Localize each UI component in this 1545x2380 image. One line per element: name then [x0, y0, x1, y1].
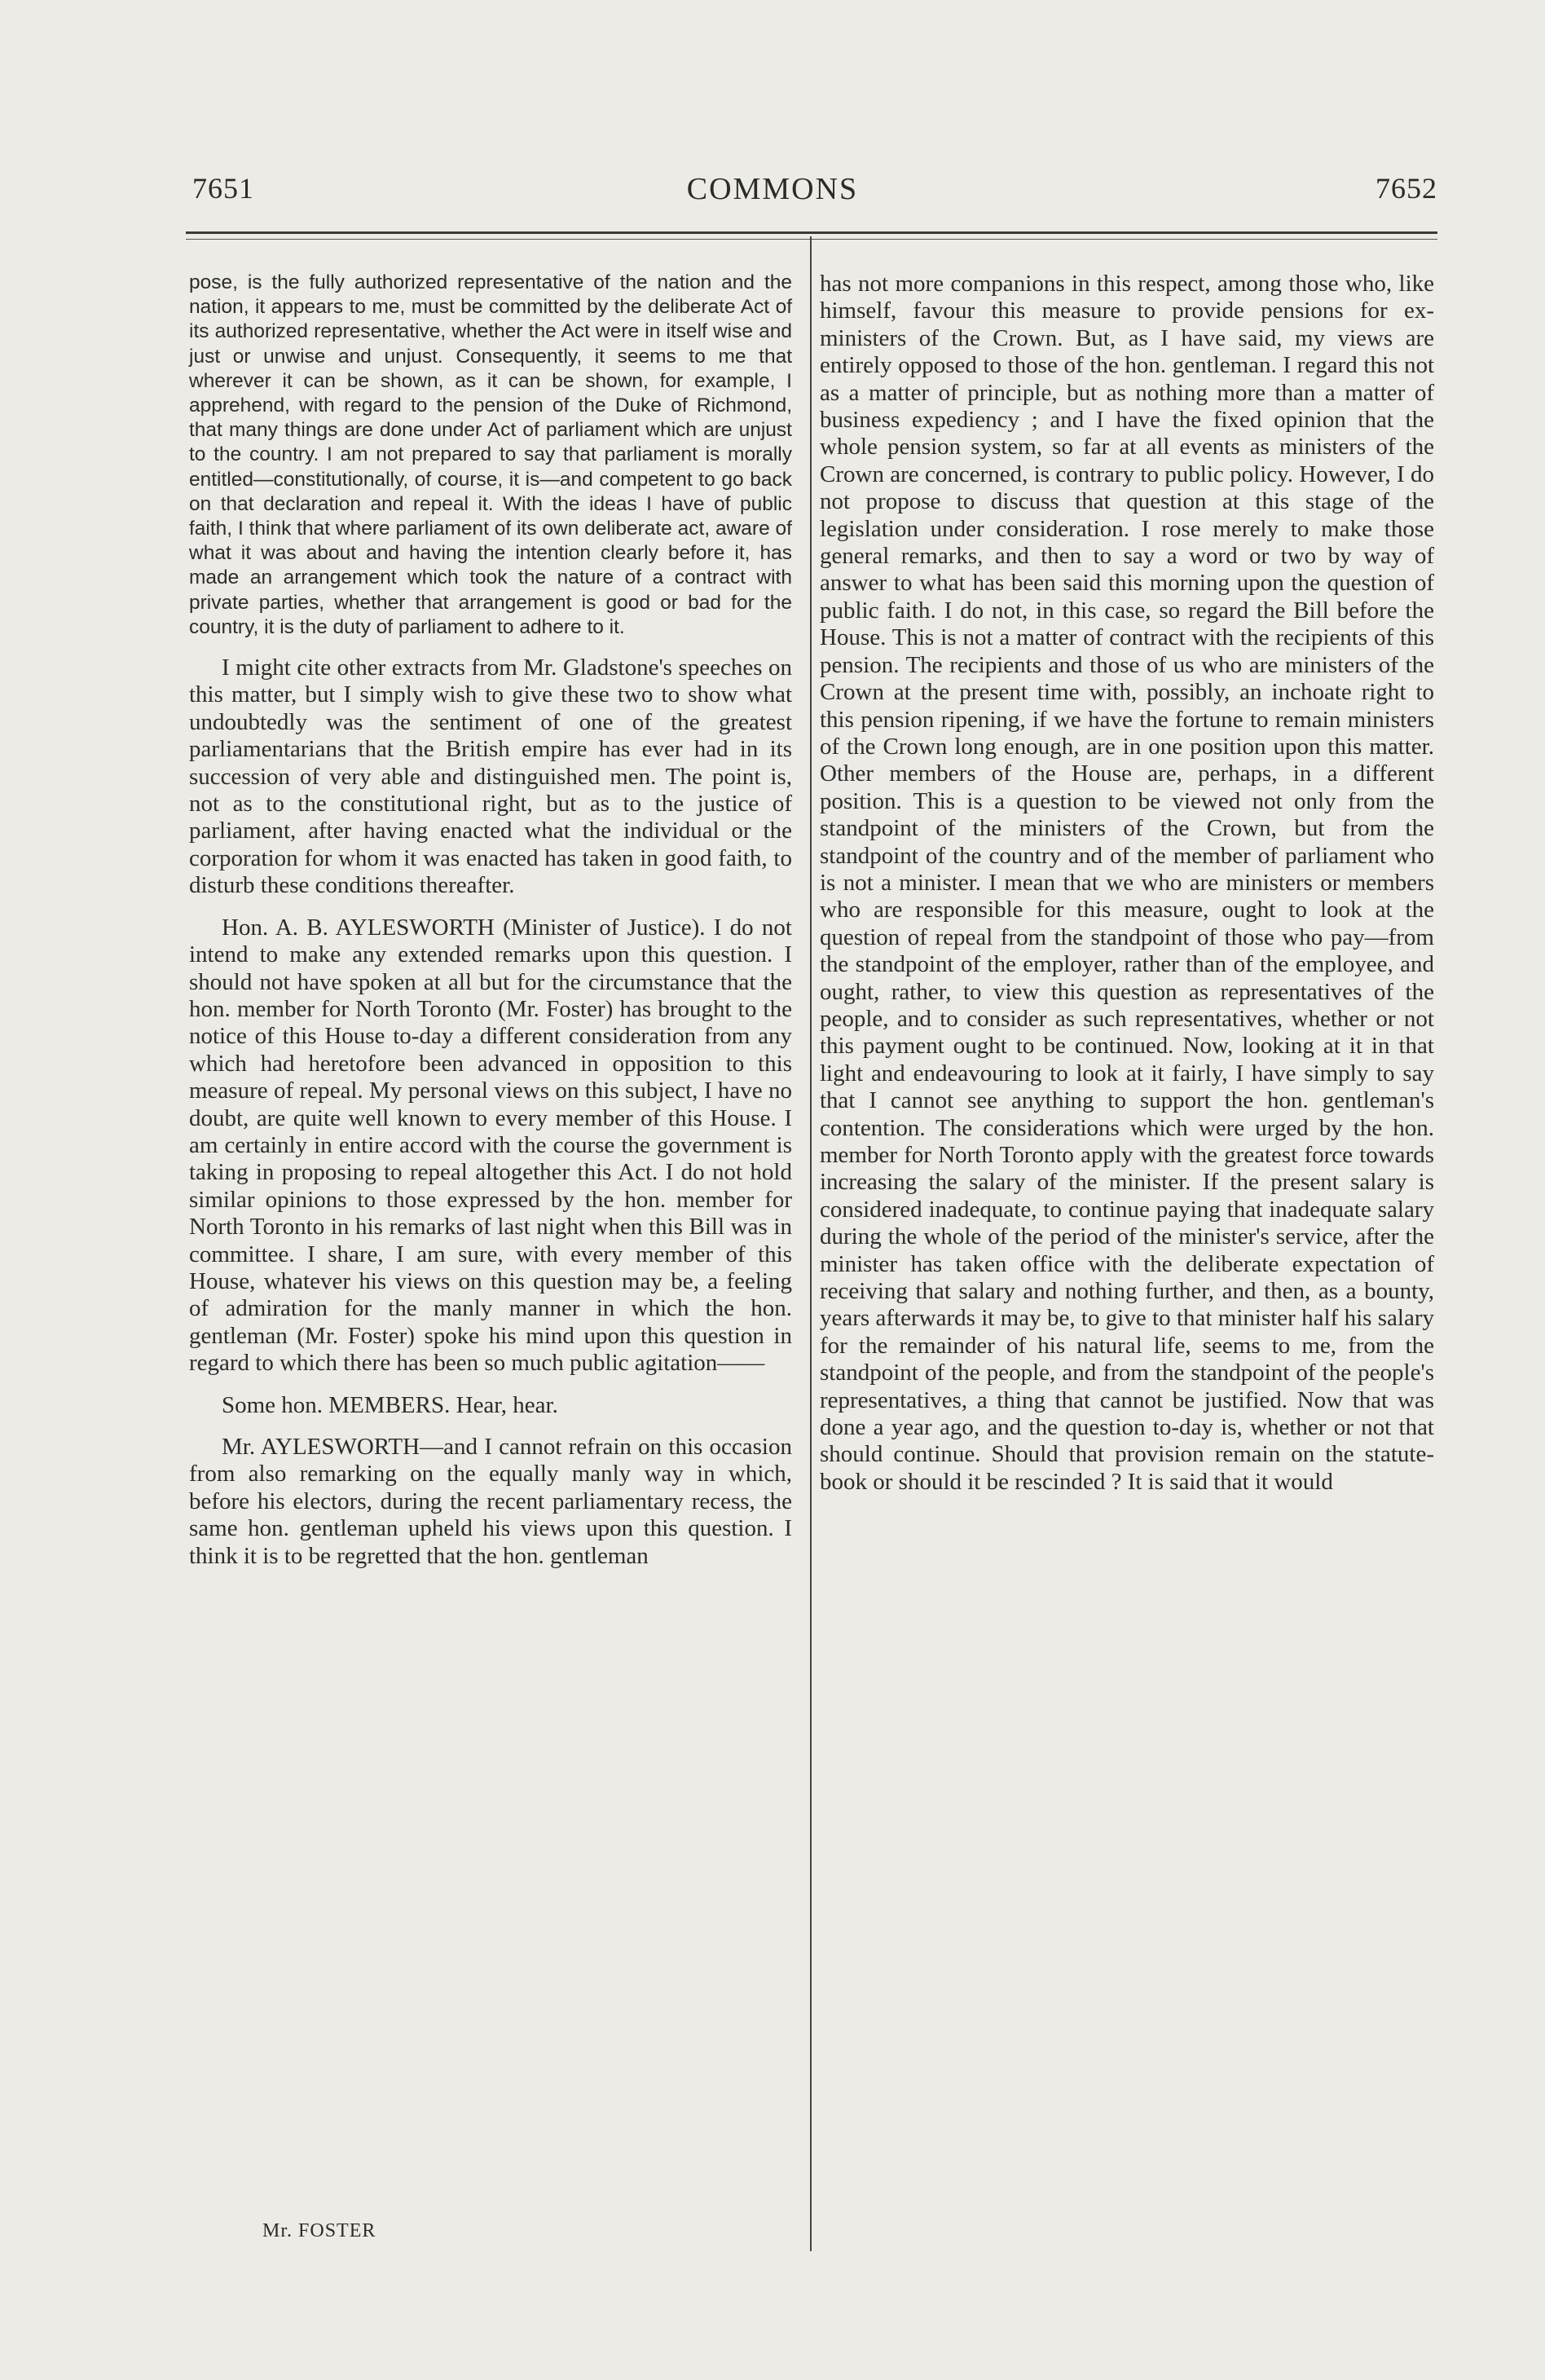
- right-column: [820, 271, 1434, 1496]
- header-rule-thin: [186, 239, 1437, 240]
- paragraph: I might cite other extracts from Mr. Gladstone's speeches on this matter, but I simply wish to give these two to show what undoubtedly was the sentiment of one of the greatest parliamentarians that the British empire has ever had in its succession of very able and distinguished men. The point is, not as to the constitutional right, but as to the justice of parliament, after having enacted what the individual or the corporation for whom it was enacted has taken in good faith, to disturb these conditions thereafter.: [189, 654, 792, 899]
- header-rule-thick: [186, 231, 1437, 234]
- interjection: Some hon. MEMBERS. Hear, hear.: [222, 1391, 558, 1418]
- page-title: COMMONS: [686, 172, 859, 206]
- page-number-left: 7651: [192, 172, 254, 205]
- speech-aylesworth: Hon. A. B. AYLESWORTH (Minister of Justice). I do not intend to make any extended remarks upon this question. I should not have spoken at all but for the circumstance that the hon. member for North Toronto (Mr. Foster) has brought to the notice of this House to-day a different consideration from any which had heretofore been advanced in opposition to this measure of repeal. My personal views on this subject, I have no doubt, are quite well known to every member of this House. I am certainly in entire accord with the course the government is taking in proposing to repeal altogether this Act. I do not hold similar opinions to those expressed by the hon. member for North Toronto in his remarks of last night when this Bill was in committee. I share, I am sure, with every member of this House, whatever his views on this question may be, a feeling of admiration for the manly manner in which the hon. gentleman (Mr. Foster) spoke his mind upon this question in regard to which there has been so much public agitation——: [189, 914, 792, 1377]
- running-footer: Mr. FOSTER: [262, 2220, 376, 2241]
- quoted-extract: pose, is the fully authorized representative of the nation and the nation, it appears to me, must be committed by the deliberate Act of its authorized representative, whether the Act were in itself wise and just or unwise and unjust. Consequently, it seems to me that wherever it can be shown, as it can be shown, for example, I apprehend, with regard to the pension of the Duke of Richmond, that many things are done under Act of parliament which are unjust to the country. I am not prepared to say that parliament is morally entitled—constitutionally, of course, it is—and competent to go back on that declaration and repeal it. With the ideas I have of public faith, I think that where parliament of its own deliberate act, aware of what it was about and having the intention clearly before it, has made an arrangement which took the nature of a contract with private parties, whether that arrangement is good or bad for the country, it is the duty of parliament to adhere to it.: [189, 271, 792, 638]
- column-divider: [810, 236, 812, 2251]
- paragraph: has not more companions in this respect, among those who, like himself, favour this measure to provide pensions for ex-ministers of the Crown. But, as I have said, my views are entirely opposed to those of the hon. gentleman. I regard this not as a matter of principle, but as nothing more than a matter of business expediency ; and I have the fixed opinion that the whole pension system, so far at all events as ministers of the Crown are concerned, is contrary to public policy. However, I do not propose to discuss that question at this stage of the legislation under consideration. I rose merely to make those general remarks, and then to say a word or two by way of answer to what has been said this morning upon the question of public faith. I do not, in this case, so regard the Bill before the House. This is not a matter of contract with the recipients of this pension. The recipients and those of us who are ministers of the Crown at the present time with, possibly, an inchoate right to this pension ripening, if we have the fortune to remain ministers of the Crown long enough, are in one position upon this matter. Other members of the House are, perhaps, in a different position. This is a question to be viewed not only from the standpoint of the ministers of the Crown, but from the standpoint of the country and of the member of parliament who is not a minister. I mean that we who are ministers or members who are responsible for this measure, ought to look at the question of repeal from the standpoint of those who pay—from the standpoint of the employer, rather than of the employee, and ought, rather, to view this question as representatives of the people, and to consider as such representatives, whether or not this payment ought to be continued. Now, looking at it in that light and endeavouring to look at it fairly, I have simply to say that I cannot see anything to support the hon. gentleman's contention. The considerations which were urged by the hon. member for North Toronto apply with the greatest force towards increasing the salary of the minister. If the present salary is considered inadequate, to continue paying that inadequate salary during the whole of the period of the minister's service, after the minister has taken office with the deliberate expectation of receiving that salary and nothing further, and then, as a bounty, years afterwards it may be, to give to that minister half his salary for the remainder of his natural life, seems to me, from the standpoint of the people, and from the standpoint of the people's representatives, a thing that cannot be justified. Now that was done a year ago, and the question to-day is, whether or not that should continue. Should that provision remain on the statute-book or should it be rescinded ? It is said that it would: [820, 271, 1434, 1495]
- speech-continued: Mr. AYLESWORTH—and I cannot refrain on this occasion from also remarking on the equally manly way in which, before his electors, during the recent parliamentary recess, the same hon. gentleman upheld his views upon this question. I think it is to be regretted that the hon. gentleman: [189, 1434, 792, 1569]
- page-header: [0, 163, 1545, 212]
- page-number-right: 7652: [1376, 172, 1437, 205]
- left-column: [189, 271, 792, 1570]
